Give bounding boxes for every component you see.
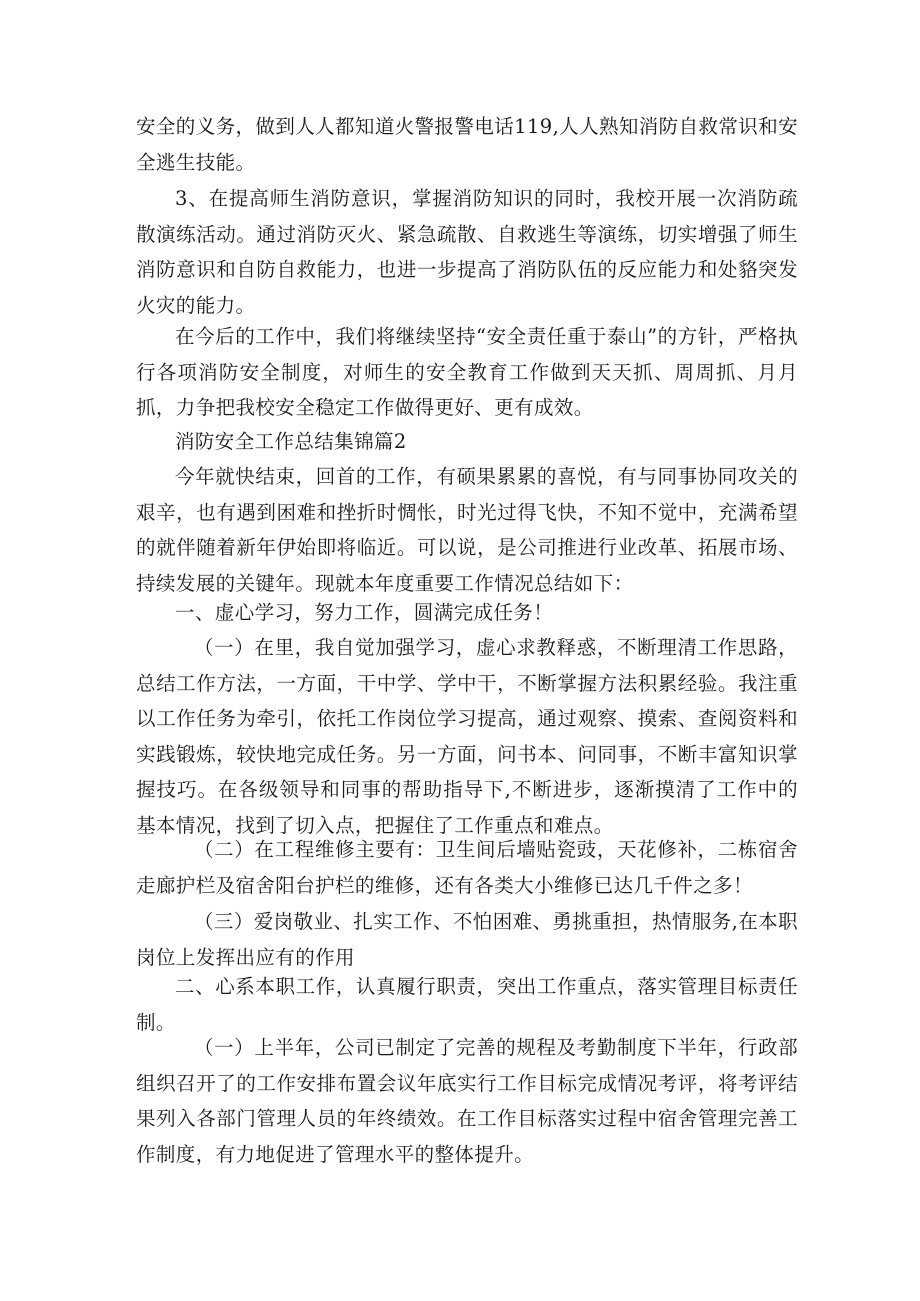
paragraph-year-summary: 今年就快结束，回首的工作，有硕果累累的喜悦，有与同事协同攻关的艰辛，也有遇到困难和挫折时惆怅，时光过得飞快，不知不觉中，充满希望的就伴随着新年伊始即将临近。可以说，是公司推进行业改革、拓展市场、持续发展的关键年。现就本年度重要工作情况总结如下： (136, 465, 798, 595)
heading-part-one: 一、虚心学习，努力工作，圆满完成任务！ (175, 601, 554, 624)
section-heading: 消防安全工作总结集锦篇2 (175, 430, 407, 453)
heading-part-two: 二、心系本职工作，认真履行职责，突出工作重点，落实管理目标责任制。 (136, 975, 798, 1034)
paragraph-safety-duty: 安全的义务，做到人人都知道火警报警电话119,人人熟知消防自救常识和安全逃生技能。 (136, 115, 798, 174)
paragraph-item-1-3: （三）爱岗敬业、扎实工作、不怕困难、勇挑重担，热情服务,在本职岗位上发挥出应有的作用 (136, 910, 798, 969)
paragraph-item-2-1: （一）上半年，公司已制定了完善的规程及考勤制度下半年，行政部组织召开了的工作安排布置会议年底实行工作目标完成情况考评，将考评结果列入各部门管理人员的年终绩效。在工作目标落实过程中宿舍管理完善工作制度，有力地促进了管理水平的整体提升。 (136, 1036, 798, 1166)
paragraph-future-work: 在今后的工作中，我们将继续坚持“安全责任重于泰山”的方针，严格执行各项消防安全制度，对师生的安全教育工作做到天天抓、周周抓、月月抓，力争把我校安全稳定工作做得更好、更有成效。 (136, 325, 798, 419)
paragraph-evacuation-drill: 3、在提高师生消防意识，掌握消防知识的同时，我校开展一次消防疏散演练活动。通过消防灭火、紧急疏散、自救逃生等演练，切实增强了师生消防意识和自防自救能力，也进一步提高了消防队伍的反应能力和处貉突发火灾的能力。 (136, 187, 798, 317)
paragraph-item-1-1: （一）在里，我自觉加强学习，虚心求教释惑，不断理清工作思路，总结工作方法，一方面，干中学、学中干，不断掌握方法积累经验。我注重以工作任务为牵引，依托工作岗位学习提高，通过观察、摸索、查阅资料和实践锻炼，较快地完成任务。另一方面，问书本、问同事，不断丰富知识掌握技巧。在各级领导和同事的帮助指导下,不断进步，逐渐摸清了工作中的基本情况，找到了切入点，把握住了工作重点和难点。 (136, 636, 798, 837)
paragraph-item-1-2: （二）在工程维修主要有：卫生间后墙贴瓷豉，天花修补，二栋宿舍走廊护栏及宿舍阳台护栏的维修，还有各类大小维修已达几千件之多！ (136, 838, 798, 897)
